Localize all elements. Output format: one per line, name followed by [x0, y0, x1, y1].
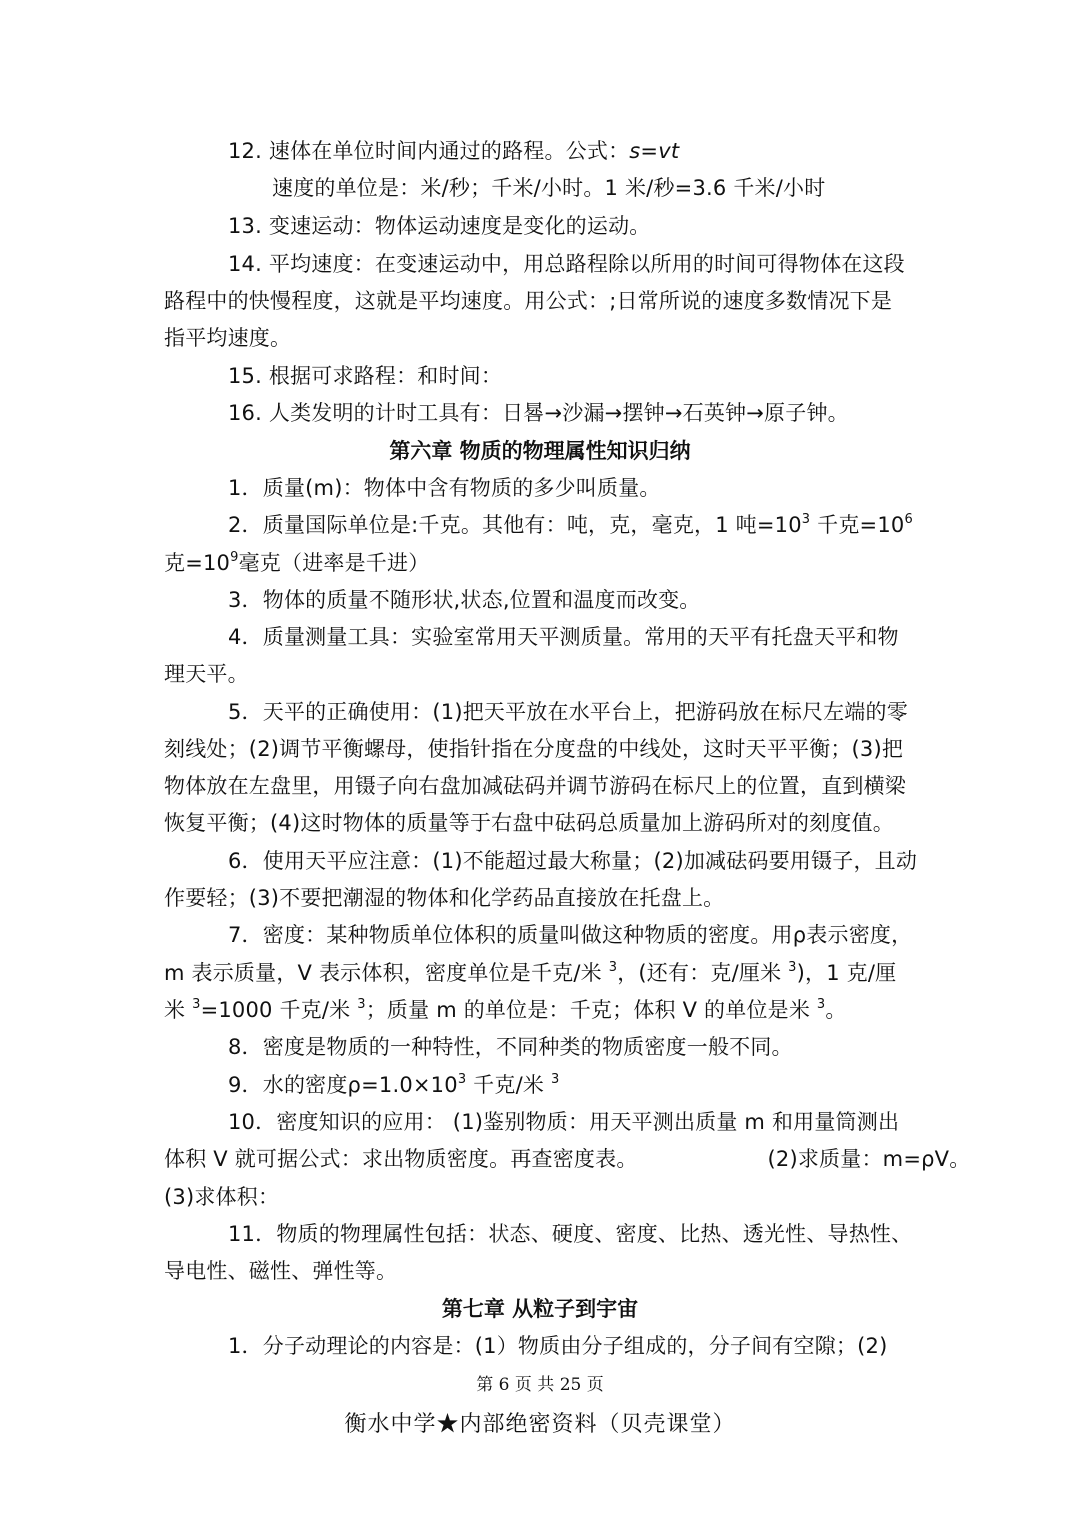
ch6-item-11-line2: 导电性、磁性、弹性等。 — [164, 1259, 398, 1283]
ch6-item-7-line3 — [164, 995, 924, 1025]
text: =1000 千克/米 — [200, 998, 358, 1022]
superscript: 3 — [816, 997, 826, 1012]
text: 12. 速体在单位时间内通过的路程。公式： — [228, 139, 630, 163]
superscript: 3 — [608, 960, 618, 975]
text: ，(还有：克/厘米 — [617, 961, 789, 985]
text: )，1 克/厘 — [796, 961, 897, 985]
text: ；质量 m 的单位是：千克；体积 V 的单位是米 — [365, 998, 817, 1022]
ch6-item-2-line2 — [164, 548, 924, 578]
ch6-item-10-line1: 10．密度知识的应用： (1)鉴别物质：用天平测出质量 m 和用量筒测出 — [228, 1110, 900, 1134]
chapter-7-heading: 第七章 从粒子到宇宙 — [441, 1297, 639, 1321]
ch6-item-5-line1: 5．天平的正确使用：(1)把天平放在水平台上，把游码放在标尺左端的零 — [228, 700, 908, 724]
ch6-item-11-line1: 11．物质的物理属性包括：状态、硬度、密度、比热、透光性、导热性、 — [228, 1222, 913, 1246]
item-14-line3: 指平均速度。 — [164, 326, 292, 350]
ch7-item-1: 1．分子动理论的内容是：(1）物质由分子组成的，分子间有空隙；(2) — [228, 1334, 888, 1358]
text: 毫克（进率是千进） — [238, 551, 430, 575]
ch6-item-7-line2 — [164, 958, 924, 988]
item-14-line2: 路程中的快慢程度，这就是平均速度。用公式：;日常所说的速度多数情况下是 — [164, 289, 893, 313]
text: 2．质量国际单位是:千克。其他有：吨，克，毫克，1 吨=10 — [228, 513, 802, 537]
item-12-line1 — [228, 136, 988, 166]
ch6-item-3: 3．物体的质量不随形状,状态,位置和温度而改变。 — [228, 588, 701, 612]
superscript: 6 — [904, 512, 913, 527]
ch6-item-5-line3: 物体放在左盘里，用镊子向右盘加减砝码并调节游码在标尺上的位置，直到横梁 — [164, 774, 906, 798]
superscript: 9 — [230, 550, 239, 565]
chapter-6-heading: 第六章 物质的物理属性知识归纳 — [389, 439, 691, 463]
superscript: 3 — [357, 997, 366, 1012]
formula-speed: s=vt — [629, 139, 680, 163]
item-13: 13. 变速运动：物体运动速度是变化的运动。 — [228, 214, 651, 238]
ch6-item-7-line1: 7．密度：某种物质单位体积的质量叫做这种物质的密度。用ρ表示密度， — [228, 923, 913, 947]
text: 体积 V 就可据公式：求出物质密度。再查密度表。 — [164, 1147, 638, 1171]
text: 千克/米 — [466, 1073, 551, 1097]
text: 米 — [164, 998, 193, 1022]
ch6-item-5-line4: 恢复平衡；(4)这时物体的质量等于右盘中砝码总质量加上游码所对的刻度值。 — [164, 811, 894, 835]
item-14-line1: 14. 平均速度：在变速运动中，用总路程除以所用的时间可得物体在这段 — [228, 252, 905, 276]
ch6-item-10-line2 — [164, 1144, 971, 1174]
text: m 表示质量，V 表示体积，密度单位是千克/米 — [164, 961, 609, 985]
ch6-item-1: 1．质量(m)：物体中含有物质的多少叫质量。 — [228, 476, 661, 500]
text: 。 — [825, 998, 847, 1022]
superscript: 3 — [801, 512, 811, 527]
text: 千克=10 — [810, 513, 905, 537]
ch6-item-4-line2: 理天平。 — [164, 662, 249, 686]
item-16: 16. 人类发明的计时工具有：日晷→沙漏→摆钟→石英钟→原子钟。 — [228, 401, 849, 425]
text: 9．水的密度ρ=1.0×10 — [228, 1073, 458, 1097]
ch6-item-5-line2: 刻线处；(2)调节平衡螺母，使指针指在分度盘的中线处，这时天平平衡；(3)把 — [164, 737, 904, 761]
text: 克=10 — [164, 551, 231, 575]
ch6-item-9 — [228, 1070, 988, 1100]
ch6-item-8: 8．密度是物质的一种特性，不同种类的物质密度一般不同。 — [228, 1035, 793, 1059]
footer-note: 衡水中学★内部绝密资料（贝壳课堂） — [344, 1412, 736, 1437]
item-15: 15. 根据可求路程：和时间： — [228, 364, 503, 388]
ch6-item-10-line3: (3)求体积： — [164, 1185, 280, 1209]
ch6-item-6-line2: 作要轻；(3)不要把潮湿的物体和化学药品直接放在托盘上。 — [164, 886, 725, 910]
ch6-item-4-line1: 4．质量测量工具：实验室常用天平测质量。常用的天平有托盘天平和物 — [228, 625, 899, 649]
superscript: 3 — [550, 1072, 560, 1087]
superscript: 3 — [457, 1072, 467, 1087]
superscript: 3 — [788, 960, 797, 975]
ch6-item-6-line1: 6．使用天平应注意：(1)不能超过最大称量；(2)加减砝码要用镊子，且动 — [228, 849, 918, 873]
item-12-line2: 速度的单位是：米/秒；千米/小时。1 米/秒=3.6 千米/小时 — [272, 176, 826, 200]
text: (2)求质量：m=ρV。 — [767, 1147, 971, 1171]
ch6-item-2-line1 — [228, 510, 988, 540]
page-number: 第 6 页 共 25 页 — [476, 1375, 604, 1395]
superscript: 3 — [192, 997, 201, 1012]
